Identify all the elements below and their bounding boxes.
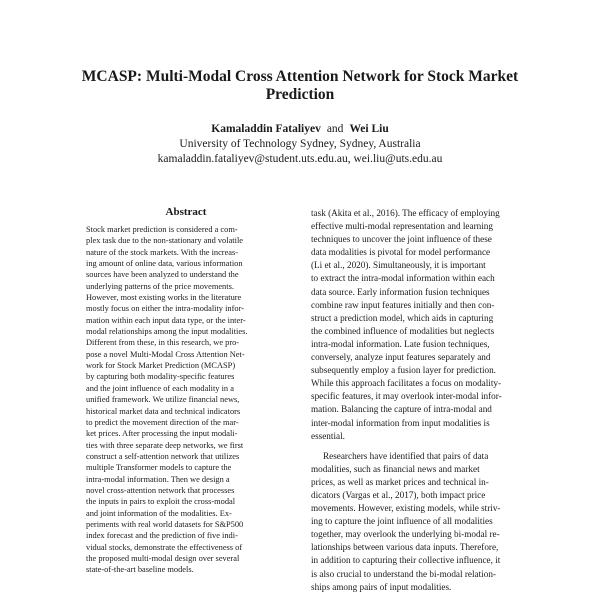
abstract-line: by capturing both modality-specific features — [86, 372, 235, 382]
body-line: (Li et al., 2020). Simultaneously, it is important — [311, 260, 486, 271]
body-line: together, may overlook the underlying bi-modal re- — [311, 529, 500, 540]
abstract-line: novel cross-attention network that processes — [86, 485, 235, 495]
body-line: data source. Early information fusion techniques — [311, 286, 490, 297]
body-line: effective multi-modal representation and learning — [311, 221, 493, 232]
body-line: in addition to capturing their collective influence, it — [311, 555, 501, 566]
body-line: ing to capture the joint influence of all modalities — [311, 516, 493, 527]
title-line-1: MCASP: Multi-Modal Cross Attention Network for Stock Market — [81, 68, 519, 85]
abstract-line: work for Stock Market Prediction (MCASP) — [86, 361, 236, 371]
affiliation: University of Technology Sydney, Sydney, Australia — [179, 138, 421, 150]
abstract-line: historical market data and technical indicators — [86, 406, 241, 416]
author-2: Wei Liu — [349, 123, 389, 135]
body-line: specific features, it may overlook inter-modal infor- — [311, 391, 502, 402]
abstract-line: multiple Transformer models to capture the — [86, 463, 232, 473]
abstract-line: underlying patterns of the price movements. — [86, 281, 234, 291]
abstract-line: pose a novel Multi-Modal Cross Attention Net- — [86, 349, 245, 359]
abstract-line: index forecast and the prediction of five indi- — [86, 531, 238, 541]
paper-title — [40, 68, 560, 104]
body-paragraph-2 — [311, 450, 532, 594]
body-line: modalities, such as financial news and market — [311, 463, 480, 474]
body-line: mation. Balancing the capture of intra-modal and — [311, 404, 492, 415]
body-line: dicators (Vargas et al., 2017), both impact price — [311, 489, 486, 500]
abstract-line: the inputs in pairs to exploit the cross-modal — [86, 497, 236, 507]
abstract-line: mostly focus on either the intra-modality infor- — [86, 304, 244, 314]
abstract-heading: Abstract — [165, 206, 207, 218]
body-paragraph-1 — [311, 207, 532, 443]
body-line: techniques to uncover the joint influence of these — [311, 234, 492, 245]
body-line: combine raw input features initially and then con- — [311, 299, 495, 310]
body-line: prices, as well as market prices and technical in- — [311, 476, 489, 487]
body-line: essential. — [311, 430, 345, 441]
body-line: inter-modal information from input modalities is — [311, 417, 490, 428]
abstract-line: state-of-the-art baseline models. — [86, 565, 194, 575]
abstract-line: ket prices. After processing the input modali- — [86, 429, 238, 439]
abstract-line: nature of the stock markets. With the increas- — [86, 247, 239, 257]
abstract-line: construct a self-attention network that utilizes — [86, 451, 240, 461]
body-line: Researchers have identified that pairs of data — [323, 450, 489, 461]
body-line: data modalities is pivotal for model performance — [311, 247, 491, 258]
body-line: conversely, analyze input features separately and — [311, 352, 491, 363]
author-1: Kamaladdin Fataliyev — [211, 123, 321, 135]
abstract-line: to predict the movement direction of the mar- — [86, 417, 239, 427]
abstract-line: Different from these, in this research, we pro- — [86, 338, 240, 348]
body-line: struct a prediction model, which aids in capturing — [311, 312, 494, 323]
abstract-line: mation within each input data type, or the inter- — [86, 315, 246, 325]
title-line-2: Prediction — [265, 86, 335, 103]
author-names — [40, 122, 560, 137]
author-emails: kamaladdin.fataliyev@student.uts.edu.au, wei.liu@uts.edu.au — [157, 153, 443, 165]
body-line: While this approach facilitates a focus on modality- — [311, 378, 502, 389]
abstract-line: vidual stocks, demonstrate the effectiveness of — [86, 542, 243, 552]
author-conjunction: and — [326, 123, 344, 135]
abstract-line: plex task due to the non-stationary and volatile — [86, 236, 243, 246]
body-line: the combined influence of modalities but neglects — [311, 325, 495, 336]
author-block — [40, 122, 560, 167]
abstract-line: modal relationships among the input modalities. — [86, 327, 248, 337]
abstract-line: intra-modal information. Then we design a — [86, 474, 230, 484]
body-line: is also crucial to understand the bi-modal relation- — [311, 568, 496, 579]
body-line: ships among pairs of input modalities. — [311, 581, 452, 592]
abstract-body — [86, 224, 286, 576]
abstract-line: and joint information of the modalities. Ex- — [86, 508, 232, 518]
body-line: intra-modal information. Late fusion techniques, — [311, 338, 490, 349]
abstract-line: and the joint influence of each modality in a — [86, 383, 234, 393]
abstract-line: the proposed multi-modal design over several — [86, 553, 240, 563]
body-line: task (Akita et al., 2016). The efficacy of employing — [311, 208, 500, 218]
body-line: lationships between various data inputs. Therefore, — [311, 542, 499, 553]
body-line: subsequently employ a fusion layer for prediction. — [311, 365, 496, 376]
abstract-line: periments with real world datasets for S&P500 — [86, 519, 244, 529]
abstract-line: Stock market prediction is considered a com- — [86, 225, 238, 234]
body-line: to extract the intra-modal information within each — [311, 273, 495, 284]
abstract-line: ties with three separate deep networks, we first — [86, 440, 244, 450]
abstract-line: However, most existing works in the literature — [86, 293, 242, 303]
abstract-line: unified framework. We utilize financial news, — [86, 395, 240, 405]
introduction-column — [311, 207, 532, 594]
abstract-line: sources have been analyzed to understand the — [86, 270, 239, 280]
body-line: movements. However, existing models, while striv- — [311, 503, 501, 514]
abstract-line: ing amount of online data, various information — [86, 259, 243, 269]
